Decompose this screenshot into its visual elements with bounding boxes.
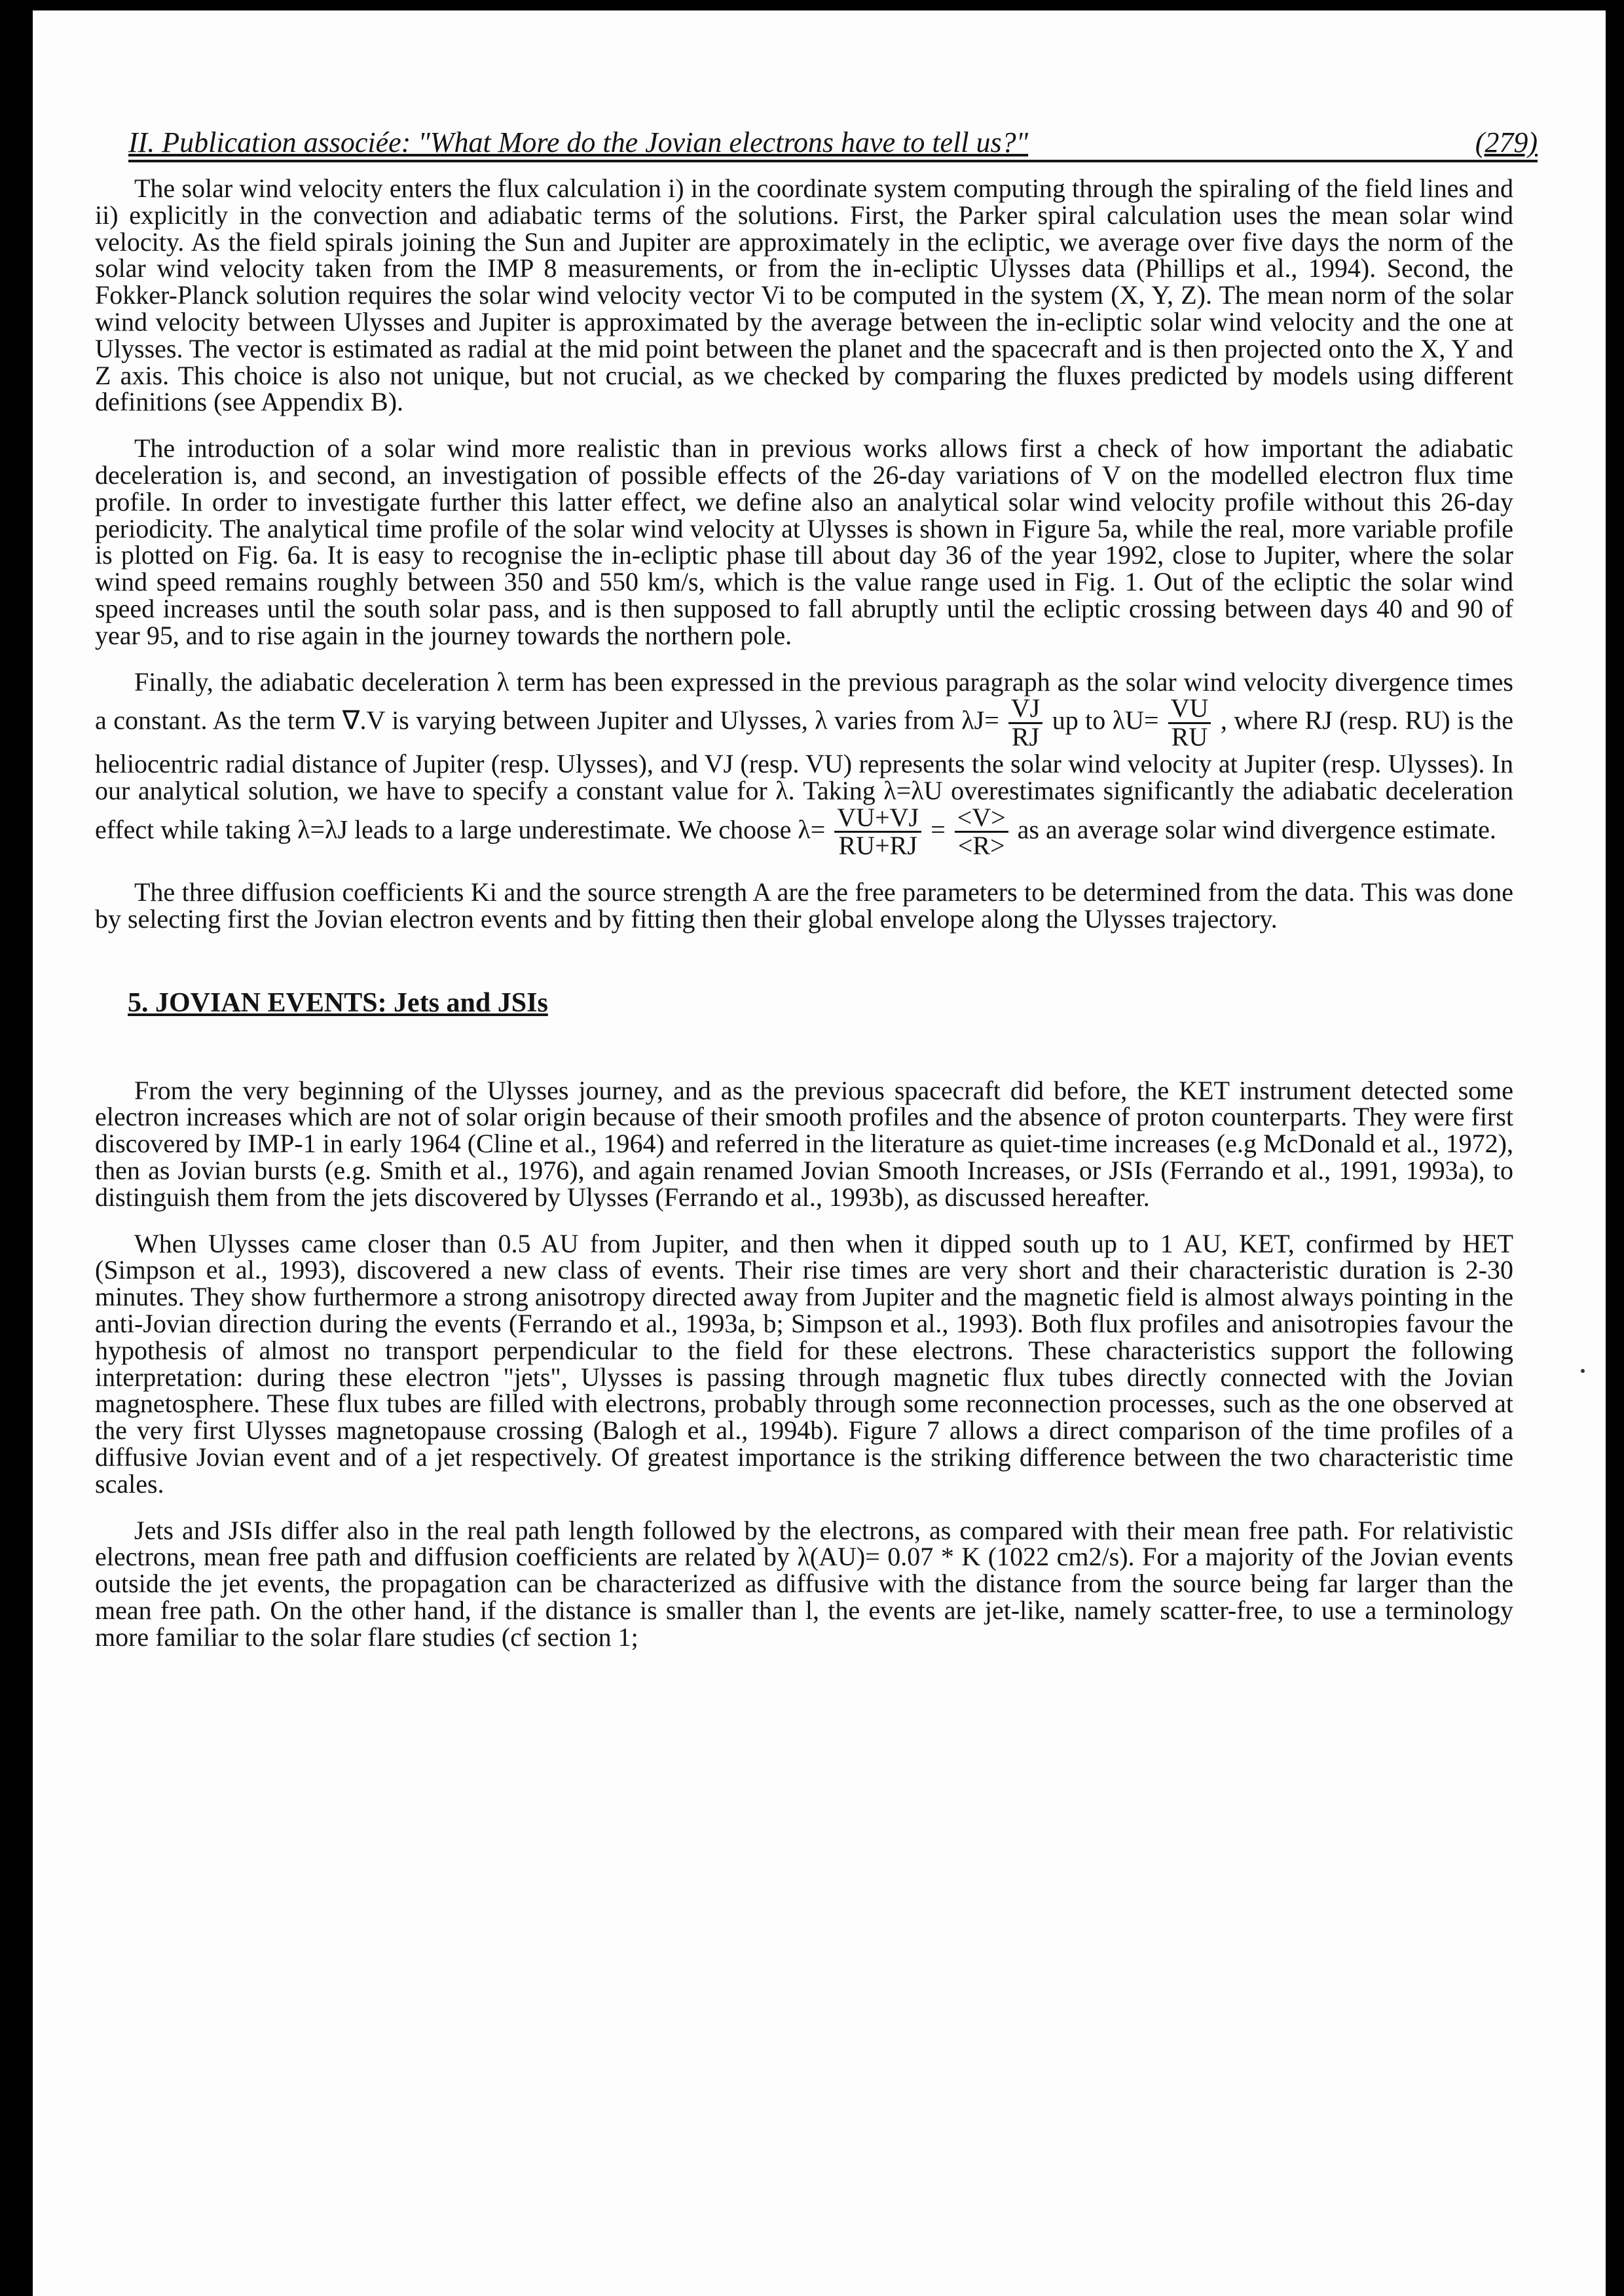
article-body: [95, 175, 1513, 1670]
paragraph-electron-jets: When Ulysses came closer than 0.5 AU from Jupiter, and then when it dipped south up to 1 AU, KET, confirmed by HET (Simpson et al., 1993), discovered a new class of events. Their rise times are very short and their characteristic duration is 2-30 minutes. They show furthermore a strong anisotropy directed away from Jupiter and the magnetic field is almost always pointing in the anti-Jovian direction during the events (Ferrando et al., 1993a, b; Simpson et al., 1993). Both flux profiles and anisotropies favour the hypothesis of almost no transport perpendicular to the field for these electrons. These characteristics support the following interpretation: during these electron "jets", Ulysses is passing through magnetic flux tubes directly connected with the Jovian magnetosphere. These flux tubes are filled with electrons, probably through some reconnection processes, such as the one observed at the very first Ulysses magnetopause crossing (Balogh et al., 1994b). Figure 7 allows a direct comparison of the time profiles of a diffusive Jovian event and of a jet respectively. Of greatest importance is the striking difference between the two characteristic time scales.: [95, 1228, 1513, 1499]
paragraph-jovian-events: From the very beginning of the Ulysses journey, and as the previous spacecraft did before, the KET instrument detected some electron increases which are not of solar origin because of their smooth profiles and the absence of proton counterparts. They were first discovered by IMP-1 in early 1964 (Cline et al., 1964) and referred in the literature as quiet-time increases (e.g McDonald et al., 1972), then as Jovian bursts (e.g. Smith et al., 1976), and again renamed Jovian Smooth Increases, or JSIs (Ferrando et al., 1991, 1993a), to distinguish them from the jets discovered by Ulysses (Ferrando et al., 1993b), as discussed hereafter.: [95, 1075, 1513, 1212]
header-title: II. Publication associée: "What More do the Jovian electrons have to tell us?": [128, 126, 1029, 158]
lambda-j-equation: [961, 695, 1045, 751]
paragraph-solar-wind-model: The introduction of a solar wind more realistic than in previous works allows first a check of how important the adiabatic deceleration is, and second, an investigation of possible effects of the 26-day variations of V on the modelled electron flux time profile. In order to investigate further this latter effect, we define also an analytical solar wind velocity profile without this 26-day periodicity. The analytical time profile of the solar wind velocity at Ulysses is shown in Figure 5a, while the real, more variable profile is plotted on Fig. 6a. It is easy to recognise the in-ecliptic phase till about day 36 of the year 1992, close to Jupiter, where the solar wind speed remains roughly between 350 and 550 km/s, which is the value range used in Fig. 1. Out of the ecliptic the solar wind speed increases until the south solar pass, and is then supposed to fall abruptly until the ecliptic crossing between days 40 and 90 of year 95, and to rise again in the journey towards the northern pole.: [95, 433, 1513, 650]
p3-text-d: as an average solar wind divergence estimate.: [1017, 814, 1496, 845]
rj-denominator: RJ: [1011, 722, 1040, 752]
mean-distance-denominator: <R>: [957, 831, 1005, 861]
page-sheet: [33, 10, 1606, 2296]
paragraph-diffusion-coefficients: The three diffusion coefficients Ki and the source strength A are the free parameters to be determined from the data. This was done by selecting first the Jovian electron events and by fitting then their global envelope along the Ulysses trajectory.: [95, 877, 1513, 934]
equals-sign: =: [931, 814, 946, 845]
lambda-u-equation: [1113, 695, 1214, 751]
velocity-sum-fraction: [834, 802, 921, 861]
p3-text-b: up to: [1052, 705, 1106, 735]
lambda-j-label: λJ=: [961, 705, 999, 735]
vu-numerator: VU: [1168, 695, 1211, 724]
vu-over-ru-fraction: [1168, 695, 1211, 751]
p3-text-c: , where RJ (resp. RU) is the heliocentric radial distance of Jupiter (resp. Ulysses), and VJ (resp. VU) represents the solar wind velocity at Jupiter (resp. Ulysses). In our analytical solution, we have to specify a constant value for λ. Taking λ=λU overestimates significantly the adiabatic deceleration effect while taking λ=λJ leads to a large underestimate. We choose λ=: [95, 705, 1514, 845]
paragraph-solar-wind-velocity: The solar wind velocity enters the flux calculation i) in the coordinate system computing through the spiraling of the field lines and ii) explicitly in the convection and adiabatic terms of the solutions. First, the Parker spiral calculation uses the mean solar wind velocity. As the field spirals joining the Sun and Jupiter are approximately in the ecliptic, we average over five days the norm of the solar wind velocity taken from the IMP 8 measurements, or from the in-ecliptic Ulysses data (Phillips et al., 1994). Second, the Fokker-Planck solution requires the solar wind velocity vector Vi to be computed in the system (X, Y, Z). The mean norm of the solar wind velocity between Ulysses and Jupiter is approximated by the average between the in-ecliptic solar wind velocity and the one at Ulysses. The vector is estimated as radial at the mid point between the planet and the spacecraft and is then projected onto the X, Y and Z axis. This choice is also not unique, but not crucial, as we checked by comparing the fluxes predicted by models using different definitions (see Appendix B).: [95, 173, 1513, 417]
mean-velocity-numerator: <V>: [955, 805, 1008, 833]
velocity-sum-numerator: VU+VJ: [834, 805, 921, 833]
page-number: (279): [1475, 126, 1538, 158]
paragraph-path-length: Jets and JSIs differ also in the real path length followed by the electrons, as compared with their mean free path. For relativistic electrons, mean free path and diffusion coefficients are related by λ(AU)= 0.07 * K (1022 cm2/s). For a majority of the Jovian events outside the jet events, the propagation can be characterized as diffusive with the distance from the source being far larger than the mean free path. On the other hand, if the distance is smaller than l, the events are jet-like, namely scatter-free, to use a terminology more familiar to the solar flare studies (cf section 1;: [95, 1515, 1513, 1652]
ru-denominator: RU: [1171, 722, 1208, 752]
margin-dot: [1581, 1369, 1585, 1373]
lambda-u-label: λU=: [1112, 705, 1159, 735]
lambda-average-equation: [832, 802, 1010, 861]
mean-ratio-fraction: [955, 802, 1008, 861]
paragraph-adiabatic-deceleration: [95, 666, 1514, 861]
running-header: [128, 127, 1538, 162]
section-heading: 5. JOVIAN EVENTS: Jets and JSIs: [128, 987, 548, 1018]
p3-text-a: Finally, the adiabatic deceleration λ term has been expressed in the previous paragraph as the solar wind velocity divergence times a constant. As the term ∇.V is varying between Jupiter and Ulysses, λ varies from: [95, 666, 1513, 735]
distance-sum-denominator: RU+RJ: [838, 831, 917, 861]
vj-numerator: VJ: [1008, 695, 1043, 724]
vj-over-rj-fraction: [1008, 695, 1043, 751]
